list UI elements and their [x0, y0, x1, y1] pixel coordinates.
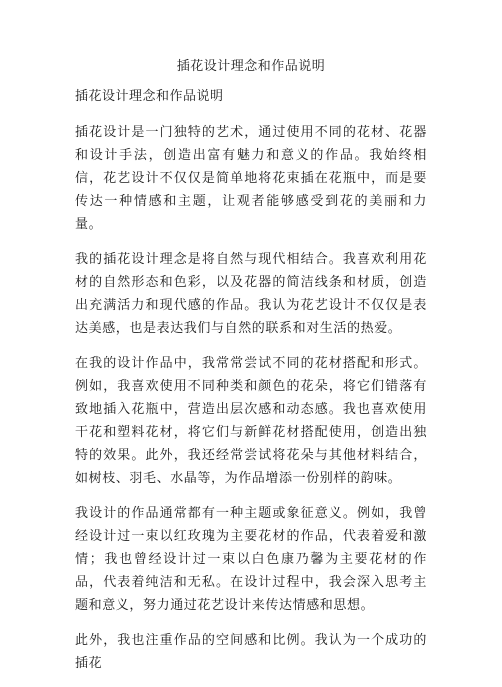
- paragraph-4: 我设计的作品通常都有一种主题或象征意义。例如，我曾经设计过一束以红玫瑰为主要花材的作品，代表着爱和激情；我也曾经设计过一束以白色康乃馨为主要花材的作品，代表着纯洁和无私。在设计过程中，我会深入思考主题和意义，努力通过花艺设计来传达情感和思想。: [75, 506, 427, 613]
- paragraph-5: 此外，我也注重作品的空间感和比例。我认为一个成功的插花: [75, 633, 427, 671]
- document-title: 插花设计理念和作品说明: [176, 59, 326, 74]
- paragraph-1: 插花设计是一门独特的艺术，通过使用不同的花材、花器和设计手法，创造出富有魅力和意义的作品。我始终相信，花艺设计不仅仅是简单地将花束插在花瓶中，而是要传达一种情感和主题，让观者能够感受到花的美丽和力量。: [75, 125, 427, 232]
- paragraph-2: 我的插花设计理念是将自然与现代相结合。我喜欢利用花材的自然形态和色彩，以及花器的简洁线条和材质，创造出充满活力和现代感的作品。我认为花艺设计不仅仅是表达美感，也是表达我们与自然的联系和对生活的热爱。: [75, 252, 427, 336]
- document-body: [75, 88, 427, 687]
- document-subtitle: 插花设计理念和作品说明: [75, 89, 224, 104]
- paragraph-3: 在我的设计作品中，我常常尝试不同的花材搭配和形式。例如，我喜欢使用不同种类和颜色的花朵，将它们错落有致地插入花瓶中，营造出层次感和动态感。我也喜欢使用干花和塑料花材，将它们与新鲜花材搭配使用，创造出独特的效果。此外，我还经常尝试将花朵与其他材料结合，如树枝、羽毛、水晶等，为作品增添一份别样的韵味。: [75, 356, 427, 486]
